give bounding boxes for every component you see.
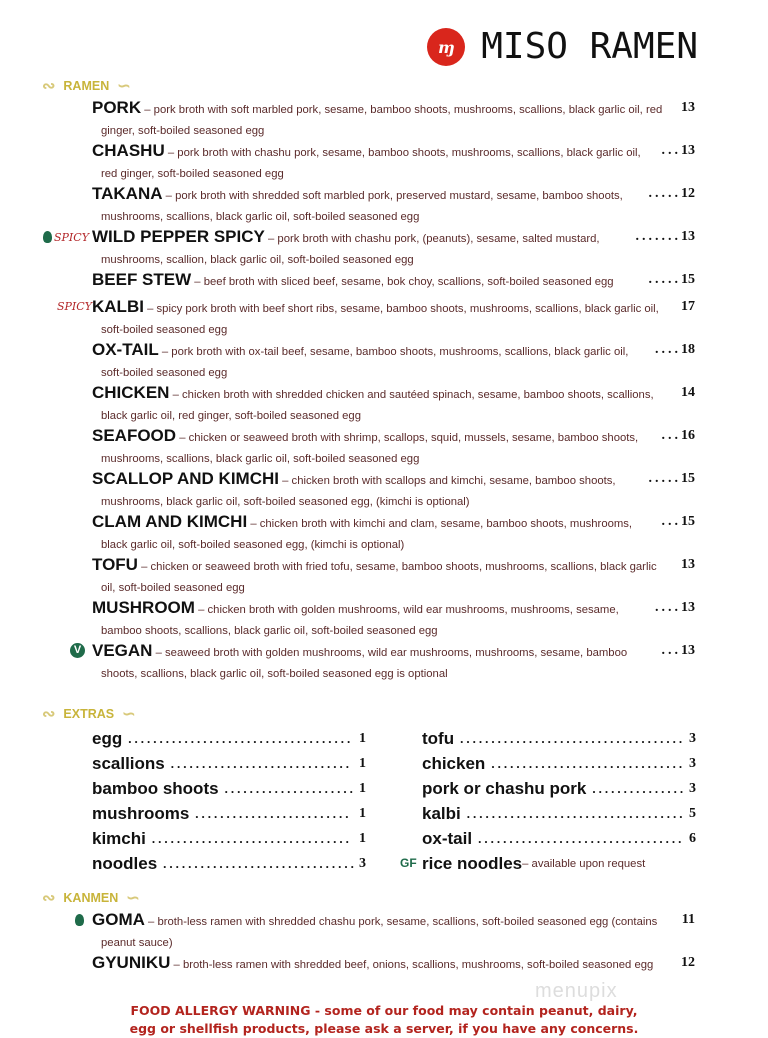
menu-item bbox=[0, 512, 695, 555]
item-name: MUSHROOM bbox=[92, 598, 195, 617]
item-description: – broth-less ramen with shredded beef, onions, scallions, mushrooms, soft-boiled seasoned egg bbox=[170, 959, 654, 971]
dot-leader: ..................... bbox=[224, 780, 356, 796]
item-name: CHASHU bbox=[92, 141, 165, 160]
dot-leader: ..... bbox=[648, 272, 681, 287]
swirl-ornament-icon: ∽ bbox=[117, 78, 131, 95]
peanut-icon bbox=[43, 231, 52, 243]
extra-item bbox=[92, 851, 366, 876]
dot-leader: ... bbox=[661, 428, 681, 443]
menu-item bbox=[0, 383, 695, 426]
extra-item bbox=[422, 826, 696, 851]
item-price: 13 bbox=[681, 100, 695, 115]
item-description: – chicken broth with shredded chicken and sautéed spinach, sesame, bamboo shoots, scallions, black garlic oil, red ginger, soft-boiled seasoned egg bbox=[101, 389, 654, 422]
extras-left-column bbox=[92, 726, 366, 876]
item-description: – pork broth with shredded soft marbled pork, preserved mustard, sesame, bamboo shoots, mushrooms, scallions, black garlic oil, soft-boiled seasoned egg bbox=[101, 190, 623, 223]
menu-item bbox=[0, 227, 695, 270]
item-name: SEAFOOD bbox=[92, 426, 177, 445]
extra-price: 6 bbox=[689, 830, 696, 846]
menu-item bbox=[0, 297, 695, 340]
item-description: – chicken or seaweed broth with fried tofu, sesame, bamboo shoots, mushrooms, scallions, black garlic oil, soft-boiled seasoned egg bbox=[101, 561, 657, 594]
dot-leader: ................................. bbox=[478, 830, 685, 846]
dot-leader: ................................ bbox=[151, 830, 352, 846]
item-description: – chicken broth with golden mushrooms, wild ear mushrooms, mushrooms, sesame, bamboo shoots, scallions, black garlic oil, soft-boiled seasoned egg bbox=[101, 604, 619, 637]
extra-price: 1 bbox=[359, 730, 366, 746]
vegan-badge: V bbox=[70, 643, 85, 658]
item-description: – pork broth with chashu pork, (peanuts), sesame, salted mustard, mushrooms, scallion, black garlic oil, soft-boiled seasoned egg bbox=[101, 233, 600, 266]
dot-leader: .... bbox=[655, 600, 681, 615]
item-price: 12 bbox=[681, 955, 695, 970]
extra-price: 1 bbox=[359, 780, 366, 796]
item-price-row bbox=[647, 340, 695, 359]
extra-price: 5 bbox=[689, 805, 696, 821]
extra-item bbox=[422, 751, 696, 776]
menu-item bbox=[0, 555, 695, 598]
item-price: 16 bbox=[681, 428, 695, 443]
swirl-ornament-icon: ∽ bbox=[122, 706, 136, 723]
extra-item bbox=[422, 801, 696, 826]
item-description: – pork broth with ox-tail beef, sesame, bamboo shoots, mushrooms, scallions, black garlic oil, soft-boiled seasoned egg bbox=[101, 346, 629, 379]
item-description: – beef broth with sliced beef, sesame, bok choy, scallions, soft-boiled seasoned egg bbox=[191, 276, 614, 288]
section-extras-heading bbox=[42, 704, 768, 724]
item-price-row bbox=[628, 227, 696, 246]
extra-price: 3 bbox=[689, 780, 696, 796]
item-price: 11 bbox=[681, 912, 695, 927]
dot-leader: ......................... bbox=[195, 805, 352, 821]
extra-name: bamboo shoots bbox=[92, 778, 219, 798]
menu-item bbox=[0, 469, 695, 512]
item-name: OX-TAIL bbox=[92, 340, 159, 359]
extra-price: 1 bbox=[359, 830, 366, 846]
menu-item bbox=[0, 598, 695, 641]
menu-item bbox=[0, 641, 695, 684]
item-price-row bbox=[673, 297, 695, 316]
item-name: KALBI bbox=[92, 297, 144, 316]
item-price-row bbox=[641, 270, 696, 289]
extra-item bbox=[422, 726, 696, 751]
extra-name: kalbi bbox=[422, 803, 461, 823]
section-kanmen-heading bbox=[42, 888, 768, 908]
extra-name: kimchi bbox=[92, 828, 146, 848]
dot-leader: ................................... bbox=[466, 805, 686, 821]
menu-item bbox=[0, 184, 695, 227]
item-price-row bbox=[647, 598, 695, 617]
extras-right-column bbox=[400, 726, 696, 876]
allergy-warning bbox=[0, 1002, 768, 1038]
allergy-warning-line: egg or shellfish products, please ask a server, if you have any concerns. bbox=[129, 1021, 639, 1036]
extra-price: 3 bbox=[359, 855, 366, 871]
item-price: 13 bbox=[681, 600, 695, 615]
section-title: EXTRAS bbox=[63, 707, 115, 721]
extra-item bbox=[92, 726, 366, 751]
extra-name: scallions bbox=[92, 753, 165, 773]
item-price-row bbox=[641, 469, 696, 488]
item-price-row bbox=[654, 512, 696, 531]
item-name: VEGAN bbox=[92, 641, 153, 660]
extra-name: egg bbox=[92, 728, 123, 748]
extra-price: 1 bbox=[359, 755, 366, 771]
vegan-icon bbox=[70, 641, 85, 660]
dot-leader: ............................. bbox=[170, 755, 353, 771]
item-name: BEEF STEW bbox=[92, 270, 192, 289]
extra-name: ox-tail bbox=[422, 828, 473, 848]
dot-leader: .................................... bbox=[128, 730, 354, 746]
item-name: TAKANA bbox=[92, 184, 163, 203]
extra-item bbox=[92, 826, 366, 851]
dot-leader: ............................... bbox=[491, 755, 686, 771]
item-price: 15 bbox=[681, 272, 695, 287]
menu-body bbox=[0, 76, 768, 1038]
dot-leader: ............................... bbox=[163, 855, 357, 871]
allergy-warning-line: FOOD ALLERGY WARNING - some of our food may contain peanut, dairy, bbox=[130, 1003, 638, 1018]
page-title: MISO RAMEN bbox=[481, 26, 698, 67]
extra-name: chicken bbox=[422, 753, 486, 773]
extra-note: – available upon request bbox=[522, 857, 646, 870]
item-price: 18 bbox=[681, 342, 695, 357]
restaurant-logo: ɱ bbox=[427, 28, 465, 66]
item-name: GYUNIKU bbox=[92, 953, 171, 972]
swirl-ornament-icon: ∾ bbox=[42, 78, 56, 95]
item-price: 15 bbox=[681, 514, 695, 529]
item-description: – broth-less ramen with shredded chashu pork, sesame, scallions, soft-boiled seasoned egg (contains peanut sauce) bbox=[101, 916, 658, 949]
item-description: – pork broth with soft marbled pork, sesame, bamboo shoots, mushrooms, scallions, black garlic oil, red ginger, soft-boiled seasoned egg bbox=[101, 104, 663, 137]
item-price: 13 bbox=[681, 143, 695, 158]
extra-price: 3 bbox=[689, 755, 696, 771]
item-price: 12 bbox=[681, 186, 695, 201]
extra-price: 1 bbox=[359, 805, 366, 821]
menu-item bbox=[0, 340, 695, 383]
item-price-row bbox=[673, 98, 695, 117]
dot-leader: ....... bbox=[635, 229, 681, 244]
extra-item bbox=[92, 801, 366, 826]
ramen-list bbox=[0, 98, 768, 684]
menu-item bbox=[0, 953, 695, 975]
extra-item bbox=[92, 751, 366, 776]
item-price-row bbox=[673, 383, 695, 402]
swirl-ornament-icon: ∾ bbox=[42, 706, 56, 723]
item-price: 13 bbox=[681, 229, 695, 244]
item-description: – seaweed broth with golden mushrooms, wild ear mushrooms, mushrooms, sesame, bamboo shoots, scallions, black garlic oil, soft-boiled seasoned egg is optional bbox=[101, 647, 628, 680]
spicy-label: SPICY bbox=[57, 300, 92, 313]
menu-item bbox=[0, 426, 695, 469]
item-price-row bbox=[673, 555, 695, 574]
menu-item bbox=[0, 270, 695, 292]
dot-leader: ... bbox=[661, 514, 681, 529]
item-name: TOFU bbox=[92, 555, 138, 574]
item-name: SCALLOP AND KIMCHI bbox=[92, 469, 279, 488]
extra-name: mushrooms bbox=[92, 803, 190, 823]
item-description: – chicken broth with scallops and kimchi, sesame, bamboo shoots, mushrooms, black garlic oil, soft-boiled seasoned egg, (kimchi is optional) bbox=[101, 475, 616, 508]
item-name: PORK bbox=[92, 98, 142, 117]
item-description: – chicken broth with kimchi and clam, sesame, bamboo shoots, mushrooms, black garlic oil, soft-boiled seasoned egg, (kimchi is optional) bbox=[101, 518, 633, 551]
item-name: GOMA bbox=[92, 910, 145, 929]
item-price: 13 bbox=[681, 557, 695, 572]
item-price-row bbox=[654, 426, 696, 445]
menu-item bbox=[0, 141, 695, 184]
kanmen-list bbox=[0, 910, 768, 975]
item-name: CLAM AND KIMCHI bbox=[92, 512, 248, 531]
item-name: CHICKEN bbox=[92, 383, 170, 402]
section-title: RAMEN bbox=[63, 79, 110, 93]
item-name: WILD PEPPER SPICY bbox=[92, 227, 265, 246]
item-description: – chicken or seaweed broth with shrimp, scallops, squid, mussels, sesame, bamboo shoots, mushrooms, scallions, black garlic oil, soft-boiled seasoned egg bbox=[101, 432, 639, 465]
dot-leader: ... bbox=[661, 643, 681, 658]
section-ramen-heading bbox=[42, 76, 768, 96]
spicy-tag bbox=[43, 227, 89, 247]
extra-price: 3 bbox=[689, 730, 696, 746]
dot-leader: ..... bbox=[648, 471, 681, 486]
menu-item bbox=[0, 910, 695, 953]
extra-name: noodles bbox=[92, 853, 158, 873]
extra-item bbox=[422, 776, 696, 801]
extras-list bbox=[0, 726, 768, 876]
spicy-label: SPICY bbox=[54, 231, 89, 244]
dot-leader: ..... bbox=[648, 186, 681, 201]
watermark: menupix bbox=[535, 980, 618, 1002]
item-price: 15 bbox=[681, 471, 695, 486]
item-price: 17 bbox=[681, 299, 695, 314]
swirl-ornament-icon: ∽ bbox=[126, 890, 140, 907]
dot-leader: ... bbox=[661, 143, 681, 158]
item-price-row bbox=[641, 184, 696, 203]
peanut-icon bbox=[75, 910, 86, 929]
item-price: 14 bbox=[681, 385, 695, 400]
brand-header bbox=[427, 26, 698, 68]
extra-name: tofu bbox=[422, 728, 455, 748]
item-price-row bbox=[654, 141, 696, 160]
section-title: KANMEN bbox=[63, 891, 119, 905]
extra-item-rice-noodles bbox=[400, 851, 696, 876]
dot-leader: .... bbox=[655, 342, 681, 357]
item-description: – pork broth with chashu pork, sesame, bamboo shoots, mushrooms, scallions, black garlic oil, red ginger, soft-boiled seasoned egg bbox=[101, 147, 641, 180]
item-price-row bbox=[654, 641, 696, 660]
item-description: – spicy pork broth with beef short ribs, sesame, bamboo shoots, mushrooms, scallions, black garlic oil, soft-boiled seasoned egg bbox=[101, 303, 659, 336]
gluten-free-badge: GF bbox=[400, 856, 417, 870]
extra-name: pork or chashu pork bbox=[422, 778, 587, 798]
extra-item bbox=[92, 776, 366, 801]
item-price-row bbox=[673, 953, 695, 972]
item-price: 13 bbox=[681, 643, 695, 658]
dot-leader: .................................... bbox=[460, 730, 686, 746]
swirl-ornament-icon: ∾ bbox=[42, 890, 56, 907]
item-price-row bbox=[674, 910, 695, 929]
menu-item bbox=[0, 98, 695, 141]
extra-name: rice noodles bbox=[422, 853, 523, 873]
dot-leader: ............... bbox=[592, 780, 687, 796]
